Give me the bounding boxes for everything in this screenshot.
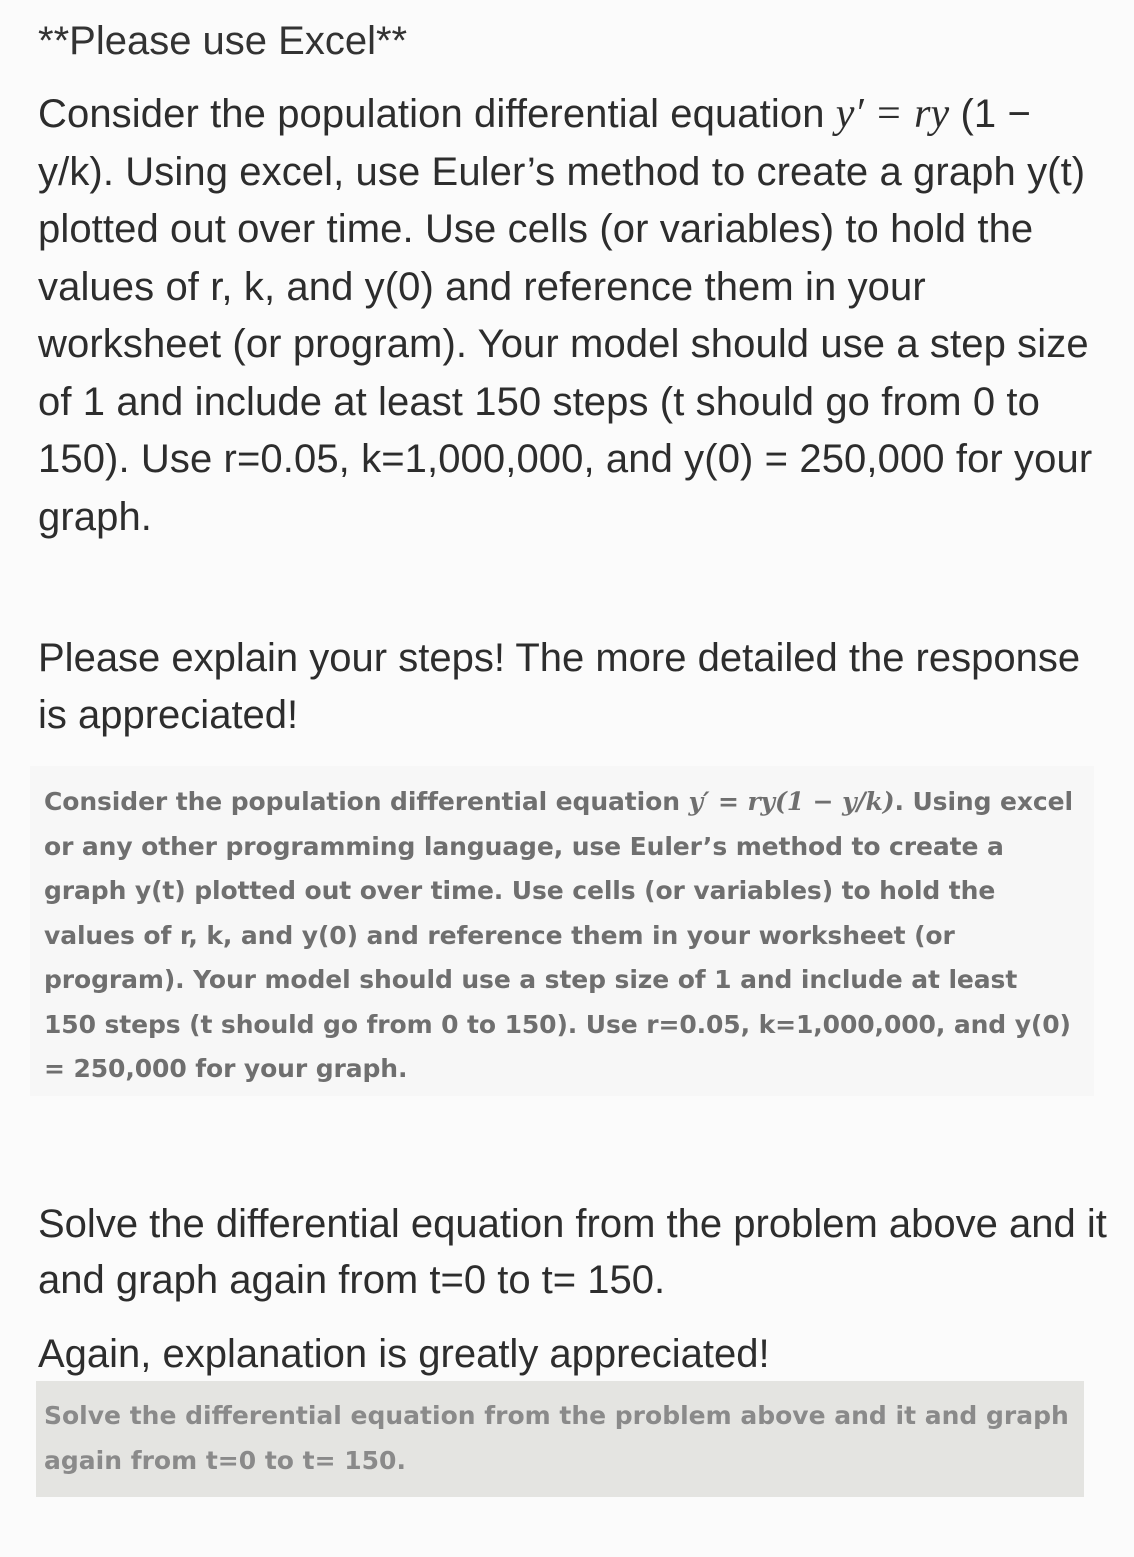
excerpt-intro: Consider the population differential equation — [44, 787, 680, 816]
solve-statement: Solve the differential equation from the problem above and it and graph again from t=0 to t= 150. — [38, 1202, 1107, 1302]
equation-lhs: y′ = — [835, 91, 903, 137]
problem-screenshot-2 — [36, 1381, 1084, 1497]
explain-request-2: Again, explanation is greatly appreciated! — [38, 1332, 770, 1376]
explain-request: Please explain your steps! The more detailed the response is appreciated! — [38, 636, 1081, 737]
problem-screenshot-2-text: Solve the differential equation from the problem above and it and graph again from t=0 to t= 150. — [44, 1401, 1069, 1475]
problem-body: . Using excel, use Euler’s method to create a graph y(t) plotted out over time. Use cells (or variables) to hold the values of r, k, and y(0) and reference them in your worksheet (or program). Your model should use a step size of 1 and include at least 150 steps (t should go from 0 to 150). Use r=0.05, k=1,000,000, and y(0) = 250,000 for your graph. — [38, 149, 1093, 539]
problem-screenshot-1-text — [44, 780, 1074, 1092]
problem-screenshot-1 — [30, 766, 1094, 1096]
problem-intro: Consider the population differential equation — [38, 92, 825, 136]
excerpt-body: . Using excel or any other programming language, use Euler’s method to create a graph y(t) plotted out over time. Use cells (or variables) to hold the values of r, k, and y(0) and reference them in your worksheet (or program). Your model should use a step size of 1 and include at least 150 steps (t should go from 0 to 150). Use r=0.05, k=1,000,000, and y(0) = 250,000 for your graph. — [44, 787, 1073, 1083]
equation-factor: (1 − y/k) — [38, 92, 1031, 194]
header-note: **Please use Excel** — [38, 19, 408, 63]
problem-statement — [38, 86, 1108, 546]
excerpt-equation: y′ = ry(1 − y/k) — [688, 787, 895, 816]
equation-ry: ry — [914, 91, 950, 137]
